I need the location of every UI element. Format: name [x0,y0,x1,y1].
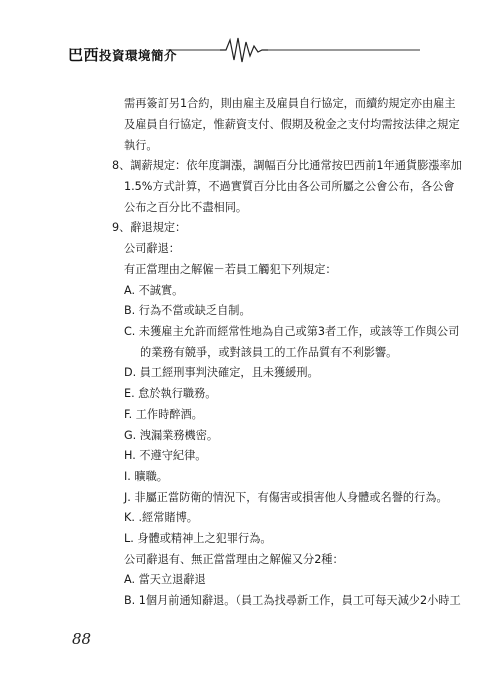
header-title-text: 投資環境簡介 [99,48,178,63]
text-line: 1.5%方式計算，不過實質百分比由各公司所屬之公會公布，各公會 [124,180,455,193]
text-line: 有正當理由之解僱－若員工觸犯下列規定： [124,263,337,276]
header-title-country: 巴西 [68,46,100,64]
text-line: D. 員工經刑事判決確定，且未獲緩刑。 [124,366,319,379]
text-line: 執行。 [124,139,158,152]
text-line: H. 不遵守紀律。 [124,449,207,462]
header-title [68,44,177,65]
text-line: A. 不誠實。 [124,284,184,297]
text-line: 公司辭退： [124,242,180,255]
text-line: 的業務有競爭，或對該員工的工作品質有不利影響。 [140,346,398,359]
text-line: J. 非屬正當防衛的情況下，有傷害或損害他人身體或名譽的行為。 [124,491,448,504]
text-line: C. 未獲雇主允許而經常性地為自己或第3者工作，或該等工作與公司 [124,325,460,338]
text-line: G. 洩漏業務機密。 [124,429,219,442]
page-number: 88 [72,630,92,648]
text-line: 及雇員自行協定，惟薪資支付、假期及稅金之支付均需按法律之規定 [124,118,460,131]
text-line: K. .經常賭博。 [124,511,198,524]
text-line: B. 行為不當或缺乏自制。 [124,304,251,317]
text-line: L. 身體或精神上之犯罪行為。 [124,532,272,545]
text-line: 9、辭退規定： [112,221,187,234]
text-line: 8、調薪規定：依年度調漲，調幅百分比通常按巴西前1年通貨膨漲率加 [112,159,462,172]
text-line: E. 怠於執行職務。 [124,387,217,400]
heartbeat-line-icon [220,38,268,62]
text-line: F. 工作時醉酒。 [124,408,203,421]
text-line: A. 當天立退辭退 [124,573,206,586]
text-line: 公司辭退有、無正當當理由之解僱又分2種： [124,553,344,566]
text-line: B. 1個月前通知辭退。（員工為找尋新工作，員工可每天減少2小時工 [124,594,461,607]
text-line: 公布之百分比不盡相同。 [124,201,248,214]
text-line: 需再簽訂另1合約，則由雇主及雇員自行協定，而續約規定亦由雇主 [124,97,456,110]
text-line: I. 曠職。 [124,470,168,483]
